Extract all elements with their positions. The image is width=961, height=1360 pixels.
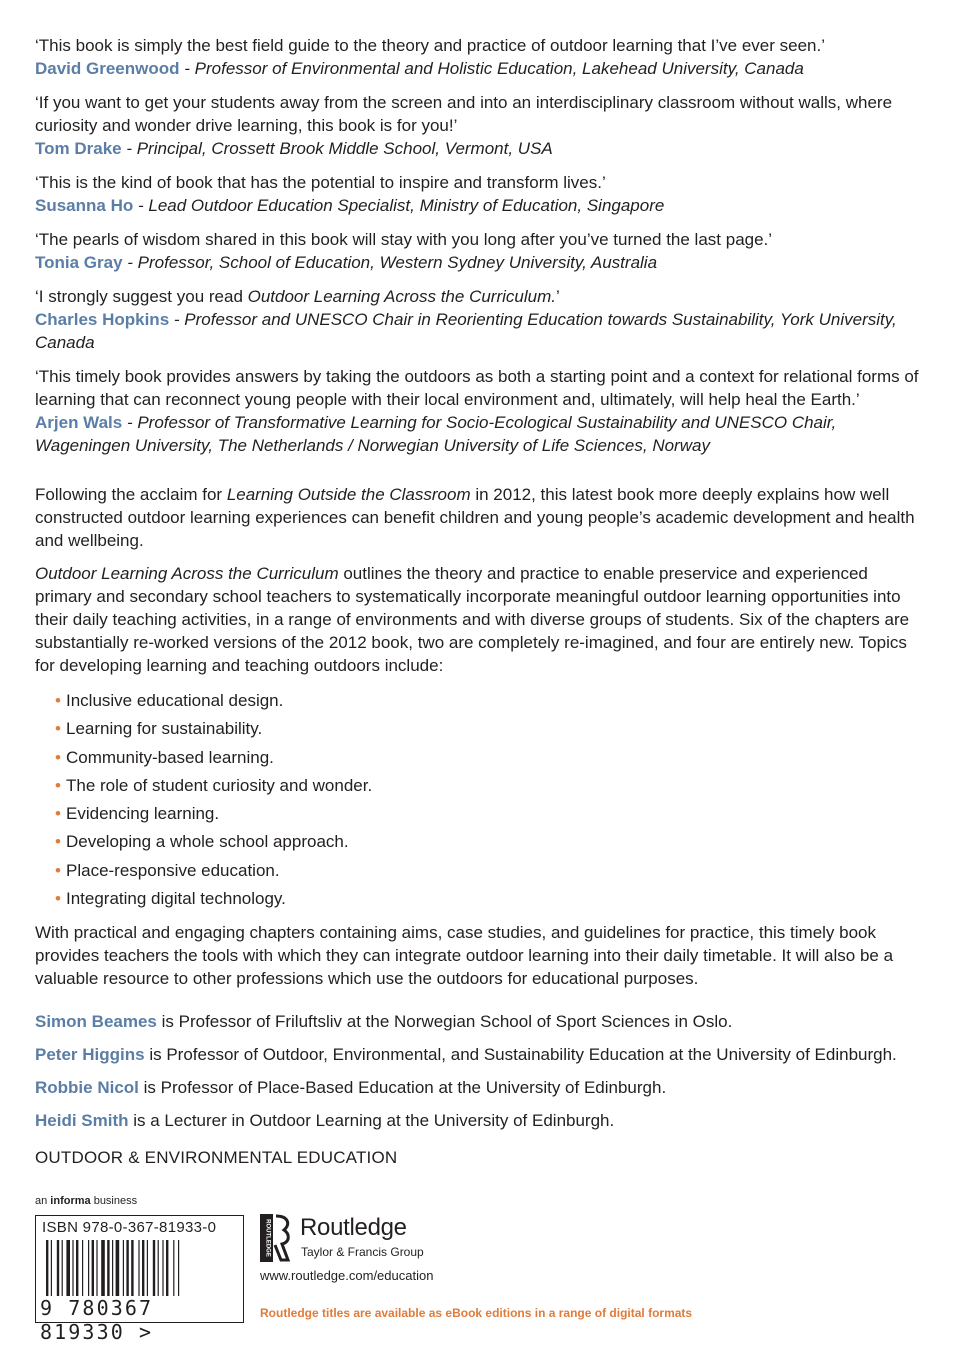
endorsement-credit	[35, 137, 925, 160]
author-name: Heidi Smith	[35, 1111, 129, 1131]
endorsement-greenwood	[35, 34, 925, 80]
list-item: • Place-responsive education.	[55, 857, 925, 885]
description-paragraph-3: With practical and engaging chapters containing aims, case studies, and guidelines for practice, this timely book provides teachers the tools with which they can integrate outdoor learning into their daily timetable. It will also be a valuable resource to other professions which use the outdoors for educational purposes.	[35, 923, 894, 989]
endorsement-quote	[35, 285, 925, 308]
endorser-role: Lead Outdoor Education Specialist, Ministry of Education, Singapore	[148, 196, 665, 215]
barcode	[35, 1215, 244, 1344]
list-item: • Community-based learning.	[55, 744, 925, 772]
description-paragraph-2	[35, 562, 925, 677]
list-item: • The role of student curiosity and wonder.	[55, 772, 925, 800]
author-bio	[35, 1043, 925, 1066]
author-name: Simon Beames	[35, 1012, 157, 1032]
series-label: OUTDOOR & ENVIRONMENTAL EDUCATION	[35, 1148, 398, 1168]
endorsement-quote: ‘The pearls of wisdom shared in this book will stay with you long after you’ve turned the last page.’	[35, 230, 773, 249]
endorsement-credit	[35, 411, 925, 457]
endorser-name: Arjen Wals	[35, 413, 123, 432]
endorser-name: Susanna Ho	[35, 196, 134, 215]
quote-close: ’	[555, 287, 560, 306]
bio-text: is a Lecturer in Outdoor Learning at the University of Edinburgh.	[128, 1111, 615, 1131]
logo-text: ROUTLEDGE	[264, 1219, 271, 1257]
topics-list	[35, 687, 925, 913]
endorsement-drake	[35, 91, 925, 160]
informa-label	[35, 1195, 137, 1207]
publisher-url[interactable]: www.routledge.com/education	[260, 1268, 434, 1283]
barcode-number: 9 780367 819330 >	[40, 1296, 154, 1344]
separator: -	[179, 59, 195, 78]
endorser-name: Tom Drake	[35, 139, 122, 158]
endorser-role: Professor and UNESCO Chair in Reorienting Education towards Sustainability, York University, Canada	[35, 310, 897, 352]
endorser-role: Professor of Transformative Learning for Socio-Ecological Sustainability and UNESCO Chair, Wageningen University, The Netherlands / Norwegian University of Life Sciences, Norway	[35, 413, 837, 455]
endorsement-credit	[35, 308, 925, 354]
endorser-role: Professor, School of Education, Western Sydney University, Australia	[137, 253, 658, 272]
book-title: Outdoor Learning Across the Curriculum.	[247, 287, 556, 306]
endorsement-quote: ‘If you want to get your students away from the screen and into an interdisciplinary classroom without walls, where curiosity and wonder drive learning, this book is for you!’	[35, 93, 893, 135]
bio-text: is Professor of Place-Based Education at the University of Edinburgh.	[138, 1078, 667, 1098]
publisher-group: Taylor & Francis Group	[301, 1245, 424, 1259]
separator: -	[122, 253, 138, 272]
description-paragraph-1	[35, 483, 925, 552]
endorsement-credit	[35, 57, 925, 80]
list-item: • Learning for sustainability.	[55, 715, 925, 743]
informa-brand: informa	[50, 1195, 91, 1207]
bio-text: is Professor of Outdoor, Environmental, and Sustainability Education at the University of Edinburgh.	[144, 1045, 897, 1065]
barcode-bars	[46, 1240, 234, 1296]
list-item: • Inclusive educational design.	[55, 687, 925, 715]
endorsement-hopkins	[35, 285, 925, 354]
author-name: Peter Higgins	[35, 1045, 145, 1065]
main-content	[35, 34, 925, 1169]
separator: -	[169, 310, 185, 329]
publisher-name: Routledge	[300, 1214, 407, 1241]
list-item: • Developing a whole school approach.	[55, 828, 925, 856]
endorsement-quote: ‘This timely book provides answers by taking the outdoors as both a starting point and a context for relational forms of learning that can reconnect young people with their local environment and, ultimately, will help heal the Earth.’	[35, 367, 919, 409]
endorser-name: Charles Hopkins	[35, 310, 170, 329]
routledge-logo-icon	[260, 1214, 292, 1262]
isbn-label: ISBN 978-0-367-81933-0	[42, 1219, 217, 1236]
author-bios	[35, 1010, 925, 1132]
endorsement-credit	[35, 194, 925, 217]
endorsement-quote: ‘This is the kind of book that has the potential to inspire and transform lives.’	[35, 173, 606, 192]
quote-text: ‘I strongly suggest you read	[35, 287, 248, 306]
author-bio	[35, 1076, 925, 1099]
list-item: • Integrating digital technology.	[55, 885, 925, 913]
separator: -	[122, 413, 138, 432]
endorsement-gray	[35, 228, 925, 274]
separator: -	[133, 196, 149, 215]
bio-text: is Professor of Friluftsliv at the Norwegian School of Sport Sciences in Oslo.	[156, 1012, 733, 1032]
book-description	[35, 483, 925, 990]
description-text: Following the acclaim for	[35, 485, 227, 504]
separator: -	[121, 139, 137, 158]
endorsement-wals	[35, 365, 925, 457]
endorsement-ho	[35, 171, 925, 217]
endorsement-credit	[35, 251, 925, 274]
description-text: outlines the theory and practice to enable preservice and experienced primary and secondary school teachers to systematically incorporate meaningful outdoor learning opportunities into their daily teaching activities, in a range of environments and with diverse groups of students. Six of the chapters are substantially re-worked versions of the 2012 book, two are completely re-imagined, and four are entirely new. Topics for developing learning and teaching outdoors include:	[35, 564, 910, 675]
informa-pre: an	[35, 1195, 51, 1207]
author-bio	[35, 1010, 925, 1033]
ebook-note: Routledge titles are available as eBook editions in a range of digital formats	[260, 1306, 693, 1320]
list-item: • Evidencing learning.	[55, 800, 925, 828]
author-bio	[35, 1109, 925, 1132]
endorser-name: David Greenwood	[35, 59, 180, 78]
previous-book-title: Learning Outside the Classroom	[226, 485, 471, 504]
endorser-role: Principal, Crossett Brook Middle School, Vermont, USA	[136, 139, 553, 158]
author-name: Robbie Nicol	[35, 1078, 139, 1098]
informa-post: business	[90, 1195, 138, 1207]
description-text: in 2012, this latest book more deeply explains how well constructed outdoor learning experiences can benefit children and young people’s academic development and health and wellbeing.	[35, 485, 915, 550]
endorser-role: Professor of Environmental and Holistic Education, Lakehead University, Canada	[194, 59, 804, 78]
endorser-name: Tonia Gray	[35, 253, 123, 272]
book-title: Outdoor Learning Across the Curriculum	[35, 564, 339, 583]
endorsement-quote: ‘This book is simply the best field guide to the theory and practice of outdoor learning that I’ve ever seen.’	[35, 36, 826, 55]
